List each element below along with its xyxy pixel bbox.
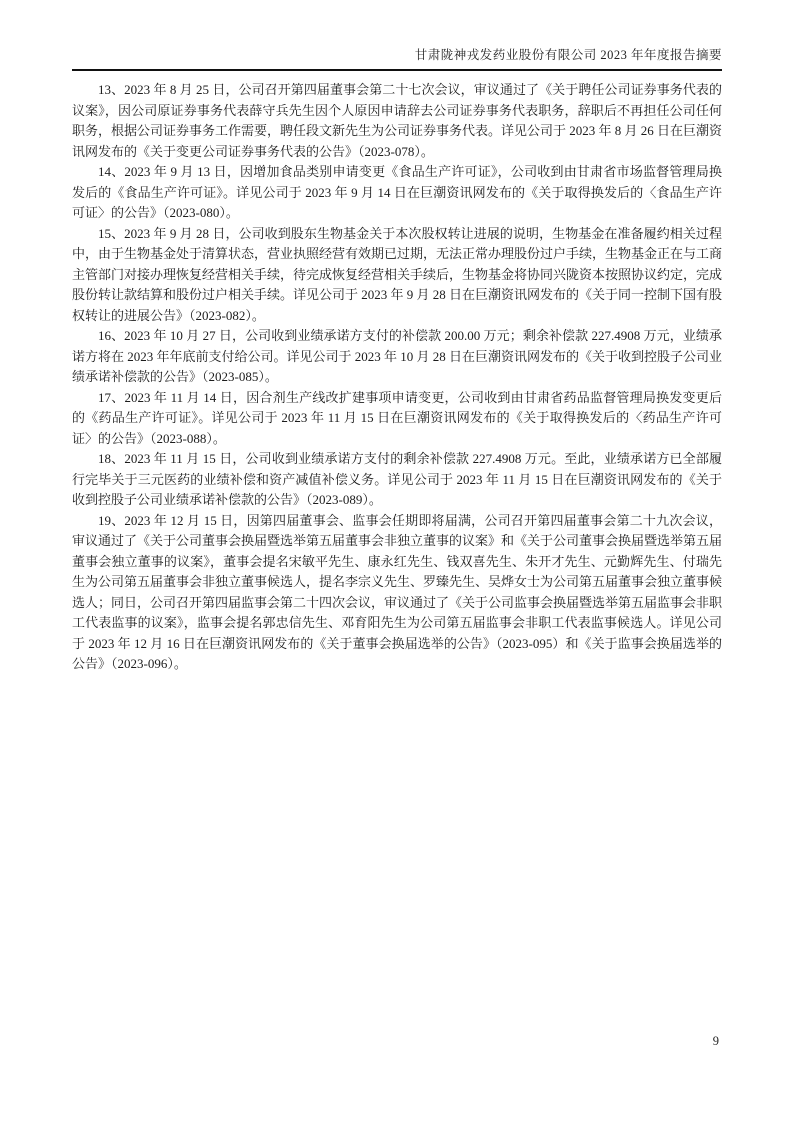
- report-header-title: 甘肃陇神戎发药业股份有限公司 2023 年年度报告摘要: [414, 48, 722, 62]
- paragraph-item-19: 19、2023 年 12 月 15 日，因第四届董事会、监事会任期即将届满，公司召开第四届董事会第二十九次会议，审议通过了《关于公司董事会换届暨选举第五届董事会非独立董事的议案》和《关于公司董事会换届暨选举第五届董事会独立董事的议案》，董事会提名宋敏平先生、康永红先生、钱双喜先生、朱开才先生、元勤辉先生、付瑞先生为公司第五届董事会非独立董事候选人，提名李宗义先生、罗臻先生、吴烨女士为公司第五届董事会独立董事候选人；同日，公司召开第四届监事会第二十四次会议，审议通过了《关于公司监事会换届暨选举第五届监事会非职工代表监事的议案》，监事会提名郭忠信先生、邓育阳先生为公司第五届监事会非职工代表监事候选人。详见公司于 2023 年 12 月 16 日在巨潮资讯网发布的《关于董事会换届选举的公告》（2023-095）和《关于监事会换届选举的公告》（2023-096）。: [72, 512, 723, 671]
- paragraph-item-18: 18、2023 年 11 月 15 日，公司收到业绩承诺方支付的剩余补偿款 227.4908 万元。至此，业绩承诺方已全部履行完毕关于三元医药的业绩补偿和资产减值补偿义务。详见公司于 2023 年 11 月 15 日在巨潮资讯网发布的《关于收到控股子公司业绩承诺补偿款的公告》（2023-089）。: [72, 451, 722, 507]
- paragraph-item-17: 17、2023 年 11 月 14 日，因合剂生产线改扩建事项申请变更，公司收到由甘肃省药品监督管理局换发变更后的《药品生产许可证》。详见公司于 2023 年 11 月 15 日在巨潮资讯网发布的《关于取得换发后的〈药品生产许可证〉的公告》（2023-088）。: [72, 389, 722, 446]
- page-number: 9: [712, 1034, 719, 1048]
- paragraph-item-13: 13、2023 年 8 月 25 日，公司召开第四届董事会第二十七次会议，审议通过了《关于聘任公司证券事务代表的议案》，因公司原证券事务代表薛守兵先生因个人原因申请辞去公司证券事务代表职务，辞职后不再担任公司任何职务，根据公司证券事务工作需要，聘任段文新先生为公司证券事务代表。详见公司于 2023 年 8 月 26 日在巨潮资讯网发布的《关于变更公司证券事务代表的公告》（2023-078）。: [72, 82, 723, 159]
- document-body: [72, 80, 722, 675]
- paragraph-item-14: 14、2023 年 9 月 13 日，因增加食品类别申请变更《食品生产许可证》，公司收到由甘肃省市场监督管理局换发后的《食品生产许可证》。详见公司于 2023 年 9 月 14 日在巨潮资讯网发布的《关于取得换发后的〈食品生产许可证〉的公告》（2023-080）。: [72, 164, 722, 220]
- page-footer: [713, 1034, 719, 1049]
- page-header: [72, 48, 722, 63]
- header-divider: [72, 69, 722, 71]
- paragraph-item-15: 15、2023 年 9 月 28 日，公司收到股东生物基金关于本次股权转让进展的说明，生物基金在准备履约相关过程中，由于生物基金处于清算状态，营业执照经营有效期已过期，无法正常办理股份过户手续，生物基金正在与工商主管部门对接办理恢复经营相关手续，待完成恢复经营相关手续后，生物基金将协同兴陇资本按照协议约定，完成股份转让款结算和股份过户相关手续。详见公司于 2023 年 9 月 28 日在巨潮资讯网发布的《关于同一控制下国有股权转让的进展公告》（2023-082）。: [72, 225, 723, 323]
- paragraph-item-16: 16、2023 年 10 月 27 日，公司收到业绩承诺方支付的补偿款 200.00 万元；剩余补偿款 227.4908 万元，业绩承诺方将在 2023 年年底前支付给公司。详见公司于 2023 年 10 月 28 日在巨潮资讯网发布的《关于收到控股子公司业绩承诺补偿款的公告》（2023-085）。: [72, 328, 723, 384]
